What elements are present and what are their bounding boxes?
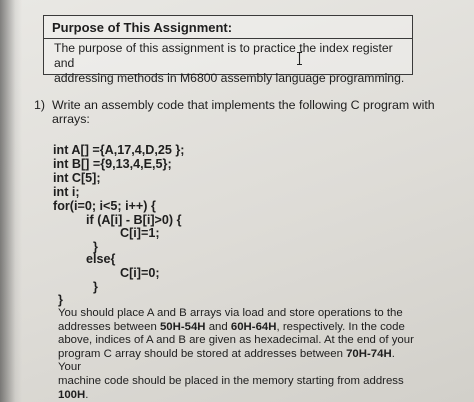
- purpose-line-1: The purpose of this assignment is to practice the index register and: [54, 41, 393, 70]
- address-range-c: 70H-74H: [346, 347, 392, 360]
- code-line: }: [58, 293, 63, 307]
- question-text: [52, 98, 452, 126]
- note-text: program C array should be stored at addresses between: [58, 347, 347, 360]
- note-line-3: above, indices of A and B are given as hexadecimal. At the end of your: [58, 334, 414, 347]
- question-line-1: Write an assembly code that implements the following C program with: [52, 98, 435, 112]
- code-line: int B[] ={9,13,4,E,5};: [53, 157, 172, 171]
- code-line: }: [93, 240, 98, 254]
- note-text: , respectively. In the code: [276, 320, 405, 333]
- page-edge-shadow: [0, 0, 22, 402]
- code-line: C[i]=0;: [120, 266, 160, 280]
- note-text: addresses between: [58, 320, 160, 333]
- purpose-box: [43, 15, 413, 85]
- address-range-b: 60H-64H: [230, 320, 277, 333]
- address-range-a: 50H-54H: [159, 320, 206, 333]
- note-line-2: [58, 321, 418, 335]
- question-line-2: arrays:: [52, 112, 90, 126]
- code-line: }: [93, 280, 98, 294]
- note-text: and: [205, 320, 231, 333]
- code-line: int C[5];: [53, 171, 101, 185]
- code-line: int i;: [53, 185, 80, 199]
- purpose-text: [54, 41, 409, 86]
- instructions-paragraph: [58, 307, 418, 402]
- note-line-6: [58, 389, 418, 402]
- note-line-5: machine code should be placed in the memory starting from address: [58, 374, 404, 387]
- note-text: . Your: [58, 347, 395, 374]
- code-line: C[i]=1;: [120, 226, 160, 240]
- code-line: else{: [86, 252, 116, 266]
- question-number: 1): [34, 98, 46, 112]
- code-line: for(i=0; i<5; i++) {: [53, 199, 156, 213]
- note-line-4: [58, 348, 418, 375]
- code-line: if (A[i] - B[i]>0) {: [86, 213, 182, 227]
- text-cursor-icon: [296, 52, 303, 65]
- purpose-line-2: addressing methods in M6800 assembly language programming.: [54, 71, 405, 85]
- purpose-heading: Purpose of This Assignment:: [52, 20, 233, 35]
- note-line-1: You should place A and B arrays via load and store operations to the: [58, 307, 403, 319]
- note-text: .: [85, 388, 89, 401]
- start-address: 100H: [58, 388, 86, 401]
- code-line: int A[] ={A,17,4,D,25 };: [53, 143, 185, 157]
- purpose-divider: [44, 38, 412, 39]
